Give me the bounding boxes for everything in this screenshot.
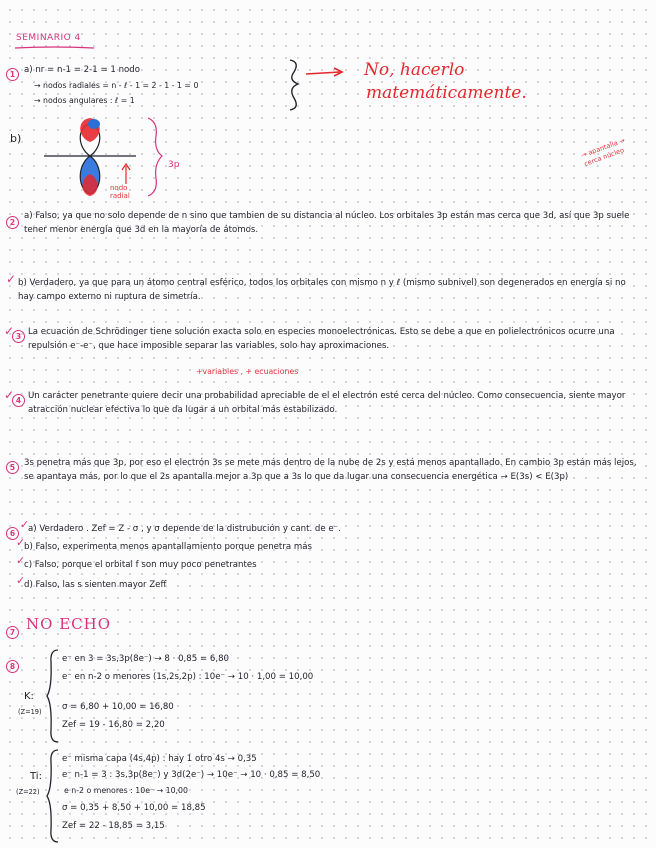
k-label: K: (24, 691, 34, 702)
ti-line1: e⁻ misma capa (4s,4p) : hay 1 otro 4s → 0,35 (62, 754, 257, 764)
q6-a: a) Verdadero . Zef = Z - σ , y σ depende de la distrubución y cant. de e⁻. (28, 524, 341, 534)
q1-number: 1 (6, 64, 21, 83)
node-label: nodo radial (110, 184, 130, 200)
q7-number: 7 (6, 622, 21, 641)
q1-note-line1: No, hacerlo (364, 60, 465, 80)
k-line4: Zef = 19 - 16,80 = 2,20 (62, 720, 165, 730)
q6-c: c) Falso, porque el orbital f son muy poco penetrantes (24, 560, 257, 570)
q6-d: d) Falso, las s sienten mayor Zeff (24, 580, 167, 590)
ti-line3: e n-2 o menores : 10e⁻ → 10,00 (64, 786, 188, 795)
q1-a-line3: → nodos angulares : ℓ = 1 (34, 96, 135, 105)
q5-number: 5 (6, 457, 21, 476)
q3-annotation: +variables , + ecuaciones (196, 367, 299, 376)
q4-number: 4 (12, 390, 27, 409)
q5-text: 3s penetra más que 3p, por eso el electrón 3s se mete más dentro de la nube de 2s y está menos apantallado. En cambio 3p están más lejos, se apantaya más, por lo que el 2s apantalla mejor a 3p que a 3s lo que da lugar una consecuencia energética → E(3s) < E(3p) (24, 458, 637, 482)
k-line2: e⁻ en n-2 o menores (1s,2s,2p) : 10e⁻ → 10 · 1,00 = 10,00 (62, 672, 314, 682)
check-icon: ✓ (16, 554, 26, 567)
q6-number: 6 (6, 523, 21, 542)
k-line1: e⁻ en 3 = 3s,3p(8e⁻) → 8 · 0,85 = 6,80 (62, 654, 230, 664)
ti-z: (Z=22) (16, 788, 40, 796)
q4-text: Un carácter penetrante quiere decir una probabilidad apreciable de el el electrón esté cerca del núcleo. Como consecuencia, siente mayor atracción nuclear efectiva lo que da lugar a un orbital más estabilizado. (28, 391, 626, 415)
page-title: SEMINARIO 4 (16, 33, 81, 43)
orbital-label: 3p (168, 160, 180, 170)
ti-label: Ti: (30, 771, 42, 782)
k-z: (Z=19) (18, 708, 42, 716)
ti-brace (46, 748, 60, 844)
q2-b-text: b) Verdadero, ya que para un átomo central esférico, todos los orbitales con mismo n y ℓ (mismo subnivel) son degenerados en energía si no hay campo externo ni ruptura de simetría. (18, 278, 626, 302)
q2-a-text: a) Falso, ya que no solo depende de n sino que tambien de su distancia al núcleo. Los orbitales 3p están mas cerca que 3d, así que 3p suele tener menor energía que 3d en la mayoría de átomos. (24, 211, 630, 235)
check-icon: ✓ (16, 536, 26, 549)
check-icon: ✓ (20, 518, 30, 531)
q2-number: 2 (6, 212, 21, 231)
check-icon: ✓ (16, 574, 26, 587)
check-icon: ✓ (4, 324, 15, 338)
check-icon: ✓ (4, 388, 15, 402)
q1-b-label: b) (10, 132, 22, 145)
q8-number: 8 (6, 656, 21, 675)
check-icon: ✓ (6, 272, 17, 286)
q1-a-line1: a) nr = n-1 = 2-1 = 1 nodo (24, 65, 140, 75)
k-line3: σ = 6,80 + 10,00 = 16,80 (62, 702, 174, 712)
q3-number: 3 (12, 326, 27, 345)
q6-b: b) Falso, experimenta menos apantallamiento porque penetra más (24, 542, 312, 552)
q7-text: NO ECHO (26, 615, 111, 633)
side-note: → apantalla → cerca núcleo (580, 136, 626, 168)
title-underline (14, 45, 96, 50)
k-brace (46, 648, 60, 744)
ti-line5: Zef = 22 - 18,85 = 3,15 (62, 821, 165, 831)
brace-arrow-icon (284, 56, 350, 112)
ti-line2: e⁻ n-1 = 3 : 3s,3p(8e⁻) y 3d(2e⁻) → 10e⁻ → 10 · 0,85 = 8,50 (62, 770, 321, 780)
q3-text: La ecuación de Schrödinger tiene solución exacta solo en especies monoelectrónicas. Esto se debe a que en polielectrónicos ocurre una repulsión e⁻-e⁻, que hace imposible separar las variables, solo hay aproximaciones. (28, 327, 615, 351)
q1-note-line2: matemáticamente. (366, 83, 527, 103)
ti-line4: σ = 0,35 + 8,50 + 10,00 = 18,85 (62, 803, 206, 813)
q1-a-line2: → nodos radiales = n - ℓ - 1 = 2 - 1 - 1 = 0 (34, 81, 199, 90)
